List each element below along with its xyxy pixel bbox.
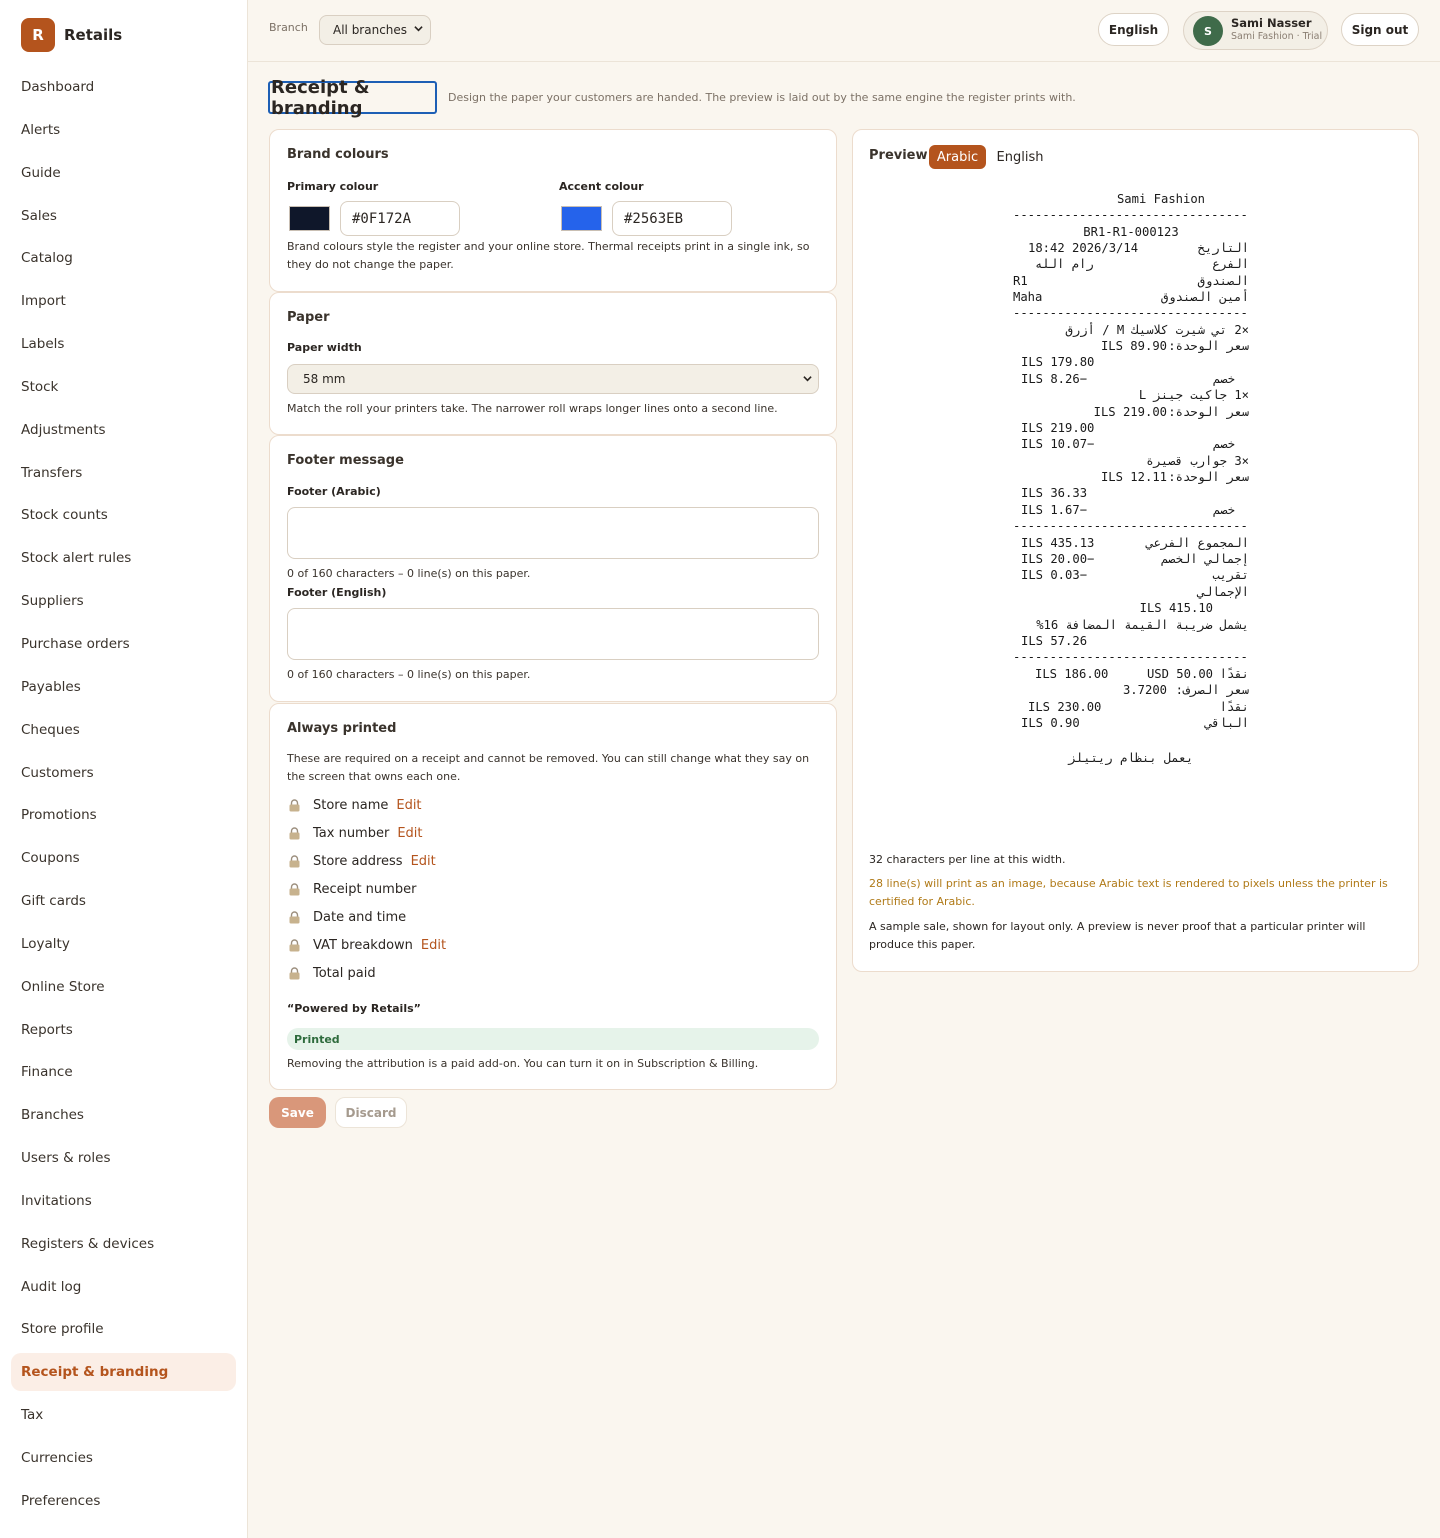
sidebar-item-cheques[interactable] <box>11 711 236 749</box>
receipt-branch-value: رام الله <box>1035 257 1094 271</box>
sidebar-item-label: Dashboard <box>21 79 95 95</box>
receipt-item-unit-label: سعر الوحدة: <box>1168 405 1249 419</box>
always-printed-card <box>269 703 837 1090</box>
receipt-discount-total-label: إجمالي الخصم <box>1160 552 1249 566</box>
footer-arabic-count: 0 of 160 characters – 0 line(s) on this paper. <box>287 567 531 580</box>
always-printed-item <box>289 935 446 955</box>
sidebar-item-coupons[interactable] <box>11 839 236 877</box>
sidebar-item-suppliers[interactable] <box>11 582 236 620</box>
receipt-register-label: الصندوق <box>1197 274 1249 288</box>
receipt-branch-label: الفرع <box>1212 257 1249 271</box>
paper-help: Match the roll your printers take. The narrower roll wraps longer lines onto a second line. <box>287 402 778 415</box>
receipt-change-value: ILS 0.90 <box>1021 716 1080 730</box>
lock-icon <box>289 855 300 868</box>
sidebar-item-customers[interactable] <box>11 754 236 792</box>
receipt-vat-label: يشمل ضريبة القيمة المضافة 16% <box>1036 618 1249 632</box>
sidebar-item-tax[interactable] <box>11 1396 236 1434</box>
sidebar-item-label: Sales <box>21 207 57 224</box>
lock-icon <box>289 883 300 896</box>
receipt-item-title: ×3 جوارب قصيرة <box>1146 454 1249 468</box>
sidebar-item-label: Payables <box>21 678 81 695</box>
sidebar-item-label: Suppliers <box>21 593 84 610</box>
user-menu[interactable] <box>1183 11 1328 50</box>
paper-card <box>269 292 837 435</box>
tab-arabic[interactable]: Arabic <box>929 145 986 169</box>
receipt-item-unit-value: ILS 89.90 <box>1100 339 1167 353</box>
sidebar-item-label: Import <box>21 293 66 310</box>
receipt-rule: -------------------------------- <box>1013 519 1248 533</box>
receipt-item-unit-label: سعر الوحدة: <box>1168 470 1249 484</box>
receipt-cashier-value: Maha <box>1013 290 1043 304</box>
receipt-item-discount-value: ILS 1.67− <box>1021 503 1088 517</box>
sidebar-item-label: Store profile <box>21 1321 104 1338</box>
receipt-preview <box>1013 188 1249 838</box>
sidebar-item-promotions[interactable] <box>11 796 236 834</box>
sidebar-item-currencies[interactable] <box>11 1439 236 1477</box>
sidebar-item-import[interactable] <box>11 282 236 320</box>
card-title: Footer message <box>287 453 404 468</box>
receipt-rounding-label: تقريب <box>1212 568 1249 582</box>
discard-button[interactable]: Discard <box>335 1097 407 1128</box>
receipt-item-unit-label: سعر الوحدة: <box>1168 339 1249 353</box>
brand-logo: R <box>21 18 55 52</box>
receipt-cash2-value: ILS 230.00 <box>1028 700 1102 714</box>
receipt-item-discount-value: ILS 10.07− <box>1021 437 1095 451</box>
sidebar-item-catalog[interactable] <box>11 239 236 277</box>
sidebar-item-stock-counts[interactable] <box>11 496 236 534</box>
page-subtitle: Design the paper your customers are handed. The preview is laid out by the same engine the register prints with. <box>448 91 1076 104</box>
always-printed-label: Store address <box>313 853 403 869</box>
always-printed-item <box>289 907 406 927</box>
sidebar-item-label: Catalog <box>21 250 73 267</box>
sidebar-item-label: Adjustments <box>21 421 106 438</box>
always-printed-label: VAT breakdown <box>313 937 413 953</box>
sidebar-item-label: Finance <box>21 1064 73 1081</box>
receipt-item-unit-value: ILS 219.00 <box>1093 405 1167 419</box>
save-button[interactable]: Save <box>269 1097 326 1128</box>
page-title: Receipt & branding <box>268 81 437 114</box>
user-subtitle: Sami Fashion · Trial <box>1231 31 1323 42</box>
paper-width-select[interactable] <box>287 364 819 394</box>
sign-out-button[interactable]: Sign out <box>1341 13 1419 46</box>
sidebar-item-label: Online Store <box>21 978 105 995</box>
powered-by-label: “Powered by Retails” <box>287 1002 421 1015</box>
sidebar-item-purchase-orders[interactable] <box>11 625 236 663</box>
always-printed-item <box>289 963 376 983</box>
sidebar-item-label: Tax <box>21 1407 44 1424</box>
receipt-item-discount-label: خصم <box>1212 372 1235 386</box>
preview-sample-note: A sample sale, shown for layout only. A preview is never proof that a particular printer will produce this paper. <box>869 920 1366 951</box>
topbar <box>248 0 1440 62</box>
receipt-number: BR1-R1-000123 <box>1083 225 1179 239</box>
receipt-item-title: ×1 جاكيت جينز L <box>1138 388 1249 402</box>
receipt-change-label: الباقي <box>1204 716 1249 730</box>
sidebar-item-finance[interactable] <box>11 1053 236 1091</box>
always-printed-help: These are required on a receipt and cannot be removed. You can still change what they say on the screen that owns each one. <box>287 752 810 783</box>
receipt-item-discount-value: ILS 8.26− <box>1021 372 1088 386</box>
receipt-subtotal-label: المجموع الفرعي <box>1146 536 1249 550</box>
lock-icon <box>289 799 300 812</box>
sidebar-item-receipt-and-branding[interactable] <box>11 1353 236 1391</box>
receipt-cash2-label: نقدًا <box>1219 700 1249 714</box>
user-name: Sami Nasser <box>1231 16 1312 30</box>
sidebar <box>0 0 248 1538</box>
sidebar-item-adjustments[interactable] <box>11 411 236 449</box>
always-printed-label: Date and time <box>313 909 407 925</box>
primary-colour-swatch[interactable] <box>289 206 330 231</box>
avatar: S <box>1193 16 1223 46</box>
sidebar-item-label: Stock counts <box>21 507 108 524</box>
always-printed-item <box>289 879 416 899</box>
edit-link[interactable]: Edit <box>397 825 423 841</box>
sidebar-item-users-and-roles[interactable] <box>11 1139 236 1177</box>
sidebar-item-label: Stock alert rules <box>21 550 132 567</box>
accent-colour-input[interactable]: #2563EB <box>612 201 732 236</box>
card-title: Brand colours <box>287 147 389 162</box>
sidebar-item-label: Stock <box>21 378 59 395</box>
preview-image-warning: 28 line(s) will print as an image, because Arabic text is rendered to pixels unless the printer is certified for Arabic. <box>869 877 1388 908</box>
receipt-rule: -------------------------------- <box>1013 306 1248 320</box>
sidebar-item-label: Labels <box>21 336 65 353</box>
branch-select[interactable] <box>319 15 431 45</box>
sidebar-item-online-store[interactable] <box>11 968 236 1006</box>
sidebar-item-labels[interactable] <box>11 325 236 363</box>
always-printed-label: Receipt number <box>313 881 417 897</box>
receipt-cash-label: نقدًا <box>1219 667 1249 681</box>
sidebar-item-label: Preferences <box>21 1492 101 1509</box>
sidebar-item-label: Transfers <box>21 464 83 481</box>
receipt-total-label: الإجمالي <box>1197 585 1249 599</box>
preview-title: Preview <box>869 148 928 163</box>
sidebar-item-label: Users & roles <box>21 1150 111 1167</box>
receipt-rule: -------------------------------- <box>1013 208 1248 222</box>
sidebar-item-invitations[interactable] <box>11 1182 236 1220</box>
primary-colour-input[interactable]: #0F172A <box>340 201 460 236</box>
receipt-item-total: ILS 36.33 <box>1021 486 1088 500</box>
receipt-item-total: ILS 219.00 <box>1021 421 1095 435</box>
sidebar-item-alerts[interactable] <box>11 111 236 149</box>
always-printed-item <box>289 795 422 815</box>
footer-english-textarea[interactable] <box>287 608 819 660</box>
always-printed-label: Total paid <box>313 965 376 981</box>
receipt-item-title: ×2 تي شيرت كلاسيك M / أزرق <box>1065 323 1249 337</box>
tab-english[interactable]: English <box>996 149 1044 165</box>
accent-colour-swatch[interactable] <box>561 206 602 231</box>
paper-width-label: Paper width <box>287 341 362 354</box>
receipt-store-name: Sami Fashion <box>1116 192 1206 206</box>
sidebar-item-store-profile[interactable] <box>11 1310 236 1348</box>
powered-by-help: Removing the attribution is a paid add-on. You can turn it on in Subscription & Billing. <box>287 1057 759 1070</box>
sidebar-item-label: Guide <box>21 164 61 181</box>
primary-colour-label: Primary colour <box>287 180 379 193</box>
receipt-date-label: التاريخ <box>1197 241 1249 255</box>
sidebar-item-gift-cards[interactable] <box>11 882 236 920</box>
footer-message-card <box>269 435 837 702</box>
receipt-rate-label: سعر الصرف: <box>1175 683 1249 697</box>
sidebar-item-label: Registers & devices <box>21 1235 155 1252</box>
chevron-down-icon <box>803 374 812 383</box>
receipt-vat-value: ILS 57.26 <box>1021 634 1088 648</box>
receipt-total-value: ILS 415.10 <box>1139 601 1213 615</box>
sidebar-item-registers-and-devices[interactable] <box>11 1225 236 1263</box>
lock-icon <box>289 827 300 840</box>
lock-icon <box>289 939 300 952</box>
sidebar-item-preferences[interactable] <box>11 1482 236 1520</box>
receipt-item-total: ILS 179.80 <box>1021 355 1095 369</box>
footer-english-label: Footer (English) <box>287 586 387 599</box>
sidebar-item-label: Receipt & branding <box>21 1364 169 1381</box>
sidebar-item-label: Cheques <box>21 721 80 738</box>
sidebar-item-label: Promotions <box>21 807 97 824</box>
sidebar-item-sales[interactable] <box>11 197 236 235</box>
accent-colour-label: Accent colour <box>559 180 644 193</box>
always-printed-item <box>289 851 436 871</box>
sidebar-item-label: Gift cards <box>21 893 86 910</box>
footer-arabic-label: Footer (Arabic) <box>287 485 381 498</box>
brand[interactable] <box>21 18 122 52</box>
sidebar-item-label: Customers <box>21 764 94 781</box>
lock-icon <box>289 967 300 980</box>
receipt-item-discount-label: خصم <box>1212 503 1235 517</box>
sidebar-item-label: Loyalty <box>21 935 70 952</box>
receipt-item-unit-value: ILS 12.11 <box>1100 470 1167 484</box>
sidebar-item-payables[interactable] <box>11 668 236 706</box>
branch-select-value: All branches <box>333 23 408 37</box>
receipt-date-value: 18:42 2026/3/14 <box>1028 241 1139 255</box>
receipt-discount-total-value: ILS 20.00− <box>1021 552 1095 566</box>
sidebar-item-loyalty[interactable] <box>11 925 236 963</box>
sidebar-item-stock-alert-rules[interactable] <box>11 539 236 577</box>
paper-width-value: 58 mm <box>303 372 346 386</box>
chevron-down-icon <box>414 24 423 33</box>
always-printed-label: Tax number <box>313 825 390 841</box>
footer-english-count: 0 of 160 characters – 0 line(s) on this paper. <box>287 668 531 681</box>
edit-link[interactable]: Edit <box>396 797 422 813</box>
branch-label: Branch <box>269 21 308 34</box>
card-title: Always printed <box>287 721 397 736</box>
sidebar-nav <box>11 68 236 1525</box>
receipt-rounding-value: ILS 0.03− <box>1021 568 1088 582</box>
sidebar-item-label: Coupons <box>21 850 80 867</box>
preview-card <box>852 129 1419 972</box>
sidebar-item-stock[interactable] <box>11 368 236 406</box>
sidebar-item-label: Reports <box>21 1021 73 1038</box>
receipt-cashier-label: أمين الصندوق <box>1160 290 1249 304</box>
always-printed-item <box>289 823 423 843</box>
sidebar-item-label: Currencies <box>21 1450 93 1466</box>
sidebar-item-label: Audit log <box>21 1278 82 1295</box>
card-title: Paper <box>287 310 330 325</box>
receipt-rate-value: 3.7200 <box>1122 683 1167 697</box>
language-button[interactable]: English <box>1098 13 1169 46</box>
receipt-rule: -------------------------------- <box>1013 650 1248 664</box>
sidebar-item-label: Invitations <box>21 1192 92 1209</box>
sidebar-item-audit-log[interactable] <box>11 1268 236 1306</box>
footer-arabic-textarea[interactable] <box>287 507 819 559</box>
always-printed-label: Store name <box>313 797 389 813</box>
sidebar-item-label: Purchase orders <box>21 635 130 652</box>
sidebar-item-guide[interactable] <box>11 154 236 192</box>
lock-icon <box>289 911 300 924</box>
receipt-cash-ils: ILS 186.00 <box>1035 667 1109 681</box>
sidebar-item-branches[interactable] <box>11 1096 236 1134</box>
edit-link[interactable]: Edit <box>420 937 447 953</box>
receipt-item-discount-label: خصم <box>1212 437 1235 451</box>
powered-by-status: Printed <box>287 1028 819 1050</box>
receipt-powered-by: يعمل بنظام ريتيلز <box>1068 751 1194 765</box>
receipt-cash-usd: USD 50.00 <box>1146 667 1213 681</box>
brand-colours-card <box>269 129 837 292</box>
receipt-subtotal-value: ILS 435.13 <box>1021 536 1095 550</box>
edit-link[interactable]: Edit <box>410 853 436 869</box>
brand-name: Retails <box>64 26 123 44</box>
sidebar-item-transfers[interactable] <box>11 454 236 492</box>
receipt-register-value: R1 <box>1013 274 1028 288</box>
brand-colours-help: Brand colours style the register and your online store. Thermal receipts print in a single ink, so they do not change the paper. <box>287 240 810 271</box>
sidebar-item-label: Branches <box>21 1107 84 1124</box>
sidebar-item-reports[interactable] <box>11 1011 236 1049</box>
sidebar-item-label: Alerts <box>21 121 61 138</box>
sidebar-item-dashboard[interactable] <box>11 68 236 106</box>
preview-chars-note: 32 characters per line at this width. <box>869 853 1066 866</box>
